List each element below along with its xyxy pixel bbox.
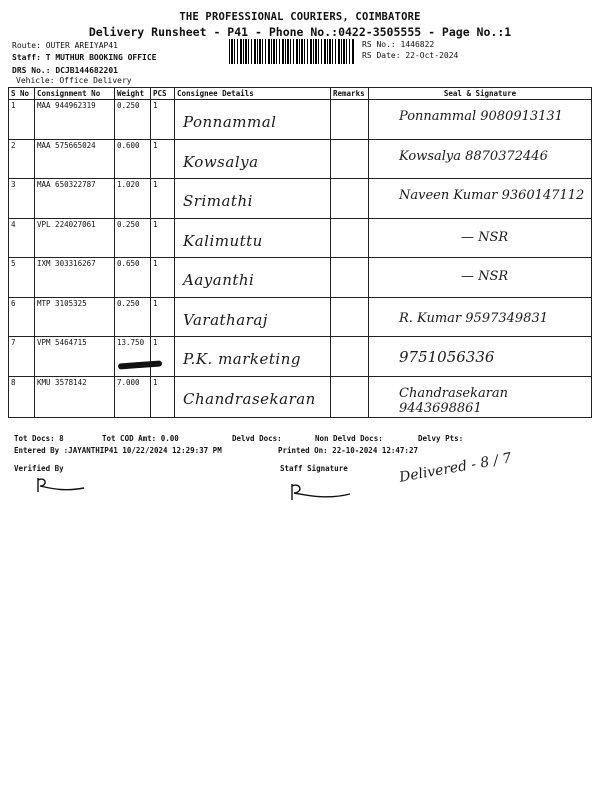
row-pcs: 1 [151, 376, 175, 417]
signature-handwriting: Naveen Kumar 9360147112 [399, 188, 585, 203]
consignee-handwriting: Varatharaj [183, 310, 268, 329]
row-sno: 6 [9, 297, 35, 337]
route-label: Route: OUTER AREIYAP41 [12, 41, 118, 50]
row-remarks [331, 218, 369, 258]
table-row [9, 139, 592, 179]
header-consignment: Consignment No [35, 88, 115, 100]
row-weight: 1.020 [115, 179, 151, 219]
consignee-handwriting: Kalimuttu [183, 231, 263, 250]
staff-signature [286, 480, 356, 504]
row-consignment: VPL 224027061 [35, 218, 115, 258]
runsheet-table [8, 87, 592, 418]
row-sno: 5 [9, 258, 35, 298]
row-signature [369, 218, 592, 258]
total-docs: Tot Docs: 8 [14, 434, 64, 443]
row-consignee [175, 100, 331, 140]
row-weight: 0.250 [115, 100, 151, 140]
row-pcs: 1 [151, 179, 175, 219]
signature-handwriting: Ponnammal 9080913131 [399, 109, 563, 124]
row-consignment: IXM 303316267 [35, 258, 115, 298]
consignee-handwriting: Aayanthi [183, 271, 255, 289]
row-consignment: KMU 3578142 [35, 376, 115, 417]
row-pcs: 1 [151, 258, 175, 298]
table-row [9, 258, 592, 298]
drs-number: DRS No.: DCJB144682201 [12, 66, 118, 75]
signature-handwriting: — NSR [461, 269, 509, 284]
header-consignee: Consignee Details [175, 88, 331, 100]
signature-handwriting: 9751056336 [399, 348, 495, 366]
company-title: THE PROFESSIONAL COURIERS, COIMBATORE [179, 11, 421, 23]
total-cod-amount: Tot COD Amt: 0.00 [102, 434, 179, 443]
row-signature [369, 297, 592, 337]
row-pcs: 1 [151, 218, 175, 258]
header-pcs: PCS [151, 88, 175, 100]
row-consignment: MAA 650322787 [35, 179, 115, 219]
consignee-handwriting: Kowsalya [183, 152, 259, 171]
header-weight: Weight [115, 88, 151, 100]
verified-by-label: Verified By [14, 464, 64, 473]
row-signature [369, 139, 592, 179]
delivery-points: Delvy Pts: [418, 434, 464, 443]
table-row [9, 297, 592, 337]
row-remarks [331, 139, 369, 179]
row-sno: 3 [9, 179, 35, 219]
printed-on: Printed On: 22-10-2024 12:47:27 [278, 446, 418, 455]
header-sno: S No [9, 88, 35, 100]
row-weight: 0.600 [115, 139, 151, 179]
row-consignment: MAA 575665024 [35, 139, 115, 179]
signature-handwriting: Chandrasekaran 9443698861 [399, 385, 509, 416]
row-weight: 7.000 [115, 376, 151, 417]
row-remarks [331, 100, 369, 140]
table-row [9, 179, 592, 219]
verifier-signature [32, 474, 92, 496]
row-sno: 2 [9, 139, 35, 179]
row-weight: 0.250 [115, 218, 151, 258]
row-signature [369, 100, 592, 140]
row-consignee [175, 337, 331, 377]
rs-date: RS Date: 22-Oct-2024 [362, 51, 459, 60]
table-row [9, 376, 592, 417]
row-sno: 1 [9, 100, 35, 140]
table-header-row [9, 88, 592, 100]
row-remarks [331, 179, 369, 219]
row-signature [369, 337, 592, 377]
row-remarks [331, 297, 369, 337]
entered-by: Entered By :JAYANTHIP41 10/22/2024 12:29:37 PM [14, 446, 222, 455]
row-consignee [175, 258, 331, 298]
row-signature [369, 179, 592, 219]
row-pcs: 1 [151, 337, 175, 377]
row-consignee [175, 218, 331, 258]
table-row [9, 218, 592, 258]
row-sno: 4 [9, 218, 35, 258]
table-row [9, 100, 592, 140]
signature-handwriting: R. Kumar 9597349831 [399, 310, 548, 326]
row-consignment: VPM 5464715 [35, 337, 115, 377]
row-signature [369, 376, 592, 417]
table-row [9, 337, 592, 377]
consignee-handwriting: Chandrasekaran [183, 389, 316, 408]
header-signature: Seal & Signature [369, 88, 592, 100]
row-consignee [175, 376, 331, 417]
row-consignee [175, 179, 331, 219]
row-consignment: MTP 3105325 [35, 297, 115, 337]
consignee-handwriting: Srimathi [183, 192, 253, 210]
row-pcs: 1 [151, 100, 175, 140]
row-consignee [175, 139, 331, 179]
row-consignment: MAA 944962319 [35, 100, 115, 140]
row-signature [369, 258, 592, 298]
staff-label: Staff: T MUTHUR BOOKING OFFICE [12, 53, 157, 62]
row-weight: 13.750 [115, 337, 151, 377]
signature-handwriting: — NSR [461, 229, 509, 245]
barcode [229, 39, 355, 64]
row-pcs: 1 [151, 297, 175, 337]
row-weight: 0.250 [115, 297, 151, 337]
row-pcs: 1 [151, 139, 175, 179]
row-remarks [331, 337, 369, 377]
consignee-handwriting: Ponnammal [183, 113, 277, 131]
runsheet-title: Delivery Runsheet - P41 - Phone No.:0422-3505555 - Page No.:1 [88, 25, 512, 39]
delivered-docs: Delvd Docs: [232, 434, 282, 443]
staff-signature-label: Staff Signature [280, 464, 348, 473]
row-consignee [175, 297, 331, 337]
row-sno: 7 [9, 337, 35, 377]
signature-handwriting: Kowsalya 8870372446 [399, 148, 548, 164]
non-delivered-docs: Non Delvd Docs: [315, 434, 383, 443]
vehicle-label: Vehicle: Office Delivery [16, 76, 132, 85]
row-weight: 0.650 [115, 258, 151, 298]
row-remarks [331, 258, 369, 298]
consignee-handwriting: P.K. marketing [183, 350, 301, 368]
delivered-note: Delivered - 8 / 7 [398, 450, 513, 486]
row-remarks [331, 376, 369, 417]
header-remarks: Remarks [331, 88, 369, 100]
rs-number: RS No.: 1446822 [362, 40, 435, 49]
row-sno: 8 [9, 376, 35, 417]
